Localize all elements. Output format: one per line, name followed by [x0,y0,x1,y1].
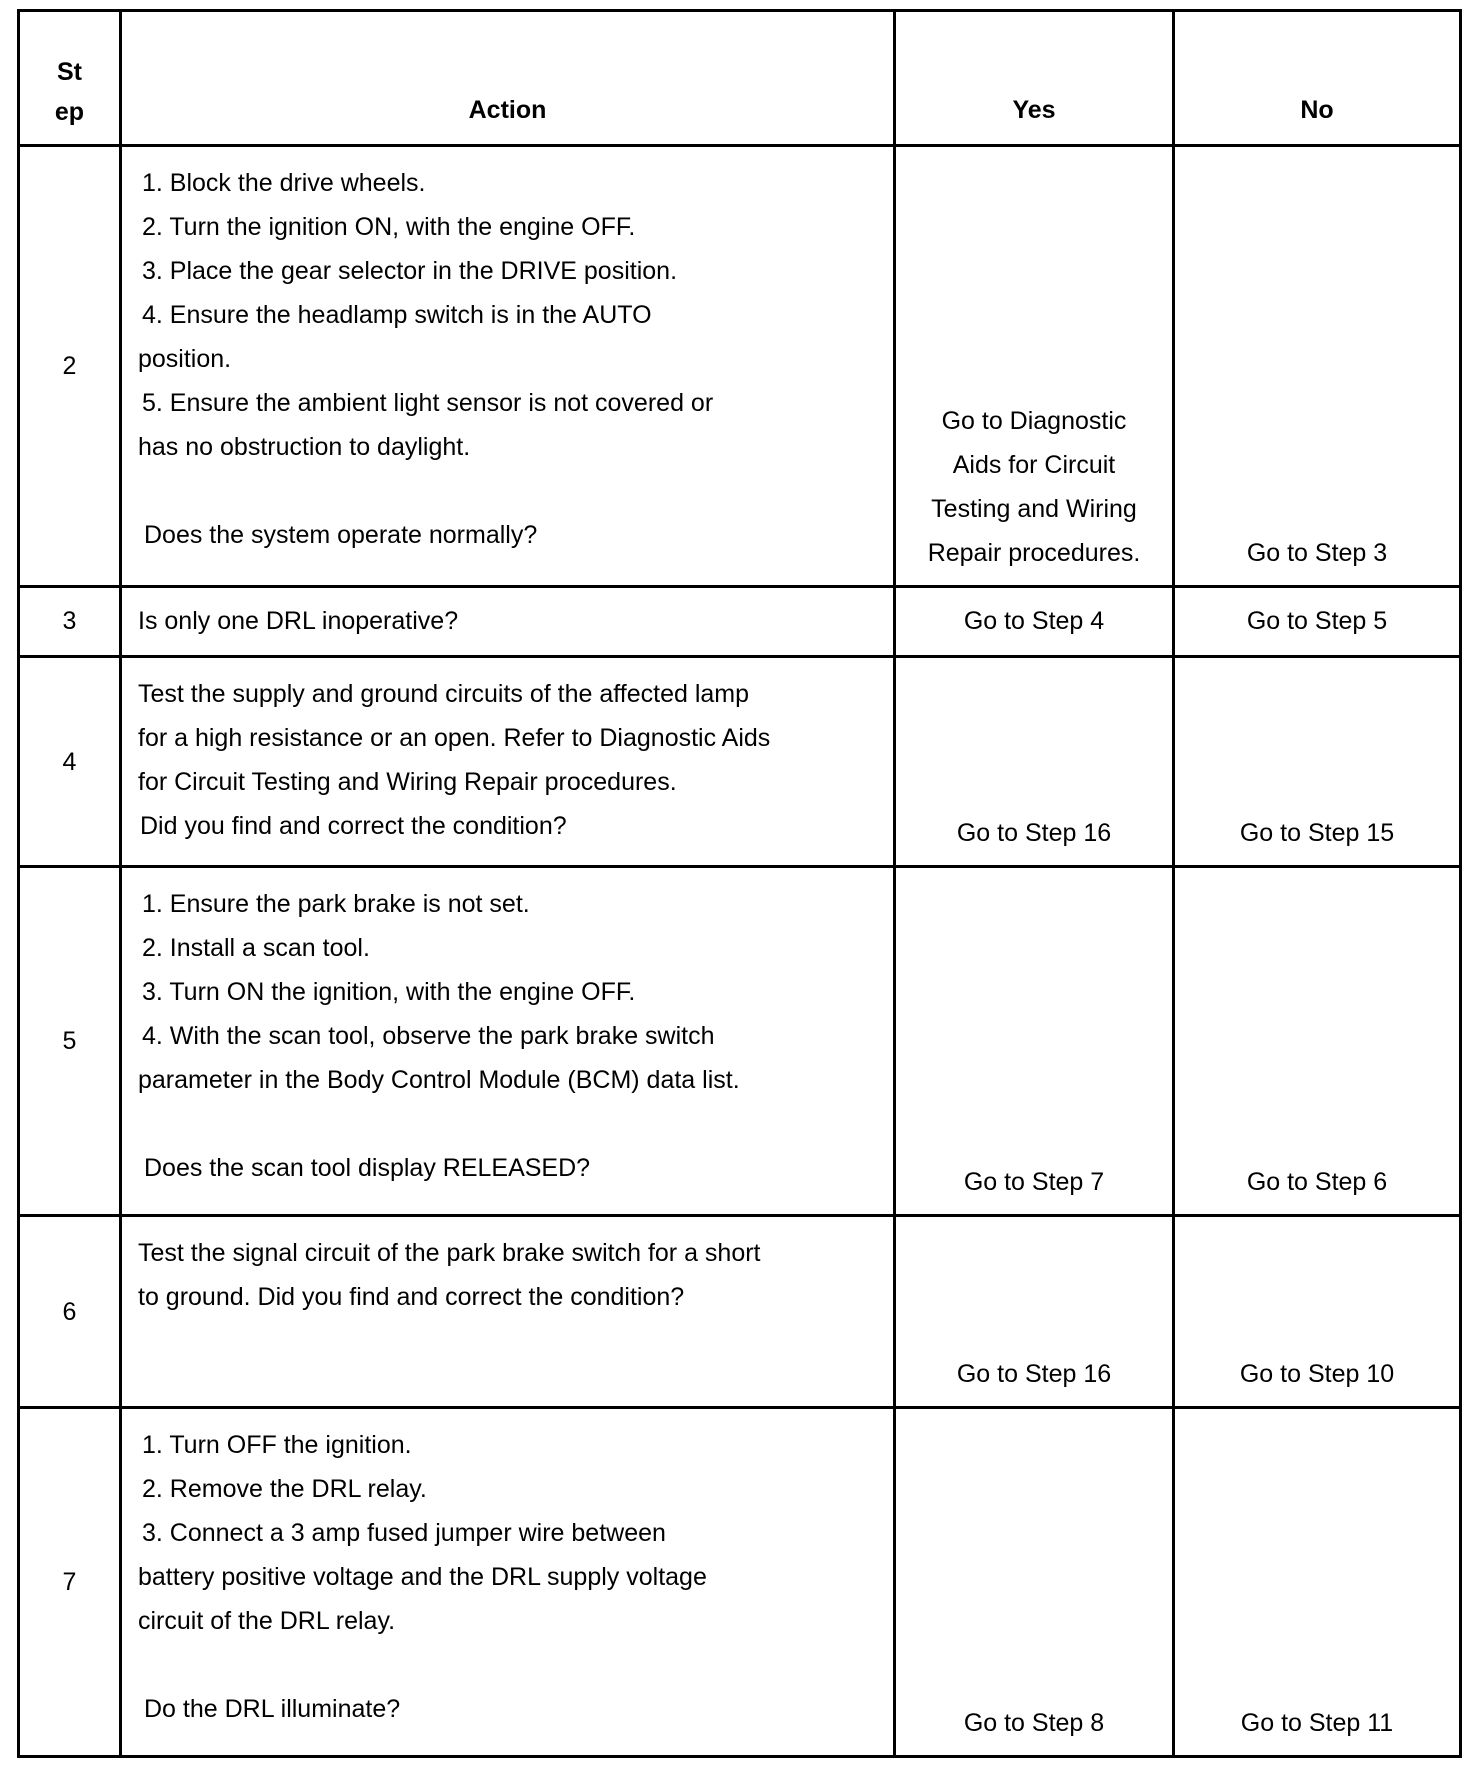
action-cell [121,1408,895,1757]
action-question: Does the system operate normally? [144,521,538,550]
yes-cell [895,146,1174,587]
action-cell [121,867,895,1216]
action-line: to ground. Did you find and correct the condition? [138,1282,685,1311]
yes-cell: Go to Step 4 [895,586,1174,656]
action-line: 4. Ensure the headlamp switch is in the AUTO [142,301,652,330]
yes-line: Aids for Circuit [952,450,1116,479]
action-line: 2. Remove the DRL relay. [142,1475,427,1504]
no-cell: Go to Step 15 [1174,656,1461,866]
action-line: parameter in the Body Control Module (BCM) data list. [138,1066,740,1095]
action-line: 5. Ensure the ambient light sensor is not covered or [142,389,714,418]
header-yes: Yes [895,11,1174,146]
table-row [19,586,1461,656]
action-question: Does the scan tool display RELEASED? [144,1154,591,1183]
step-number: 4 [19,656,121,866]
yes-line: Testing and Wiring [931,494,1137,523]
header-step-line2: ep [54,98,85,127]
action-line: 3. Place the gear selector in the DRIVE position. [142,257,678,286]
yes-line: Repair procedures. [927,538,1141,567]
action-line: 3. Connect a 3 amp fused jumper wire between [142,1519,666,1548]
yes-cell: Go to Step 16 [895,656,1174,866]
step-number: 6 [19,1215,121,1408]
header-action: Action [121,11,895,146]
yes-line: Go to Diagnostic [941,406,1127,435]
action-line: 1. Turn OFF the ignition. [142,1431,412,1460]
action-question: Do the DRL illuminate? [144,1695,401,1724]
diagnostic-table [17,9,1462,1758]
table-row [19,867,1461,1216]
action-question: Is only one DRL inoperative? [138,607,459,636]
header-no: No [1174,11,1461,146]
table-row [19,1215,1461,1408]
action-line: position. [138,345,232,374]
header-step-line1: St [57,58,82,87]
yes-cell: Go to Step 8 [895,1408,1174,1757]
step-number: 2 [19,146,121,587]
step-number: 5 [19,867,121,1216]
header-step [19,11,121,146]
action-line: 3. Turn ON the ignition, with the engine OFF. [142,978,636,1007]
action-line: 2. Turn the ignition ON, with the engine OFF. [142,213,636,242]
action-line: 1. Ensure the park brake is not set. [142,890,530,919]
action-line: 4. With the scan tool, observe the park brake switch [142,1022,715,1051]
action-line: circuit of the DRL relay. [138,1607,396,1636]
no-cell: Go to Step 5 [1174,586,1461,656]
table-row [19,146,1461,587]
action-line: for Circuit Testing and Wiring Repair procedures. [138,767,677,796]
action-cell [121,1215,895,1408]
step-number: 3 [19,586,121,656]
table-row [19,656,1461,866]
yes-cell: Go to Step 16 [895,1215,1174,1408]
no-cell: Go to Step 6 [1174,867,1461,1216]
action-line: 1. Block the drive wheels. [142,169,426,198]
action-line: has no obstruction to daylight. [138,433,471,462]
action-line: battery positive voltage and the DRL supply voltage [138,1563,707,1592]
step-number: 7 [19,1408,121,1757]
no-cell: Go to Step 10 [1174,1215,1461,1408]
action-cell [121,146,895,587]
action-cell [121,586,895,656]
no-cell: Go to Step 11 [1174,1408,1461,1757]
action-line: for a high resistance or an open. Refer to Diagnostic Aids [138,723,771,752]
action-line: 2. Install a scan tool. [142,934,370,963]
action-line: Test the signal circuit of the park brake switch for a short [138,1238,761,1267]
action-cell [121,656,895,866]
action-question: Did you find and correct the condition? [140,811,567,840]
no-cell: Go to Step 3 [1174,146,1461,587]
table-row [19,1408,1461,1757]
action-line: Test the supply and ground circuits of the affected lamp [138,679,750,708]
header-row [19,11,1461,146]
yes-cell: Go to Step 7 [895,867,1174,1216]
